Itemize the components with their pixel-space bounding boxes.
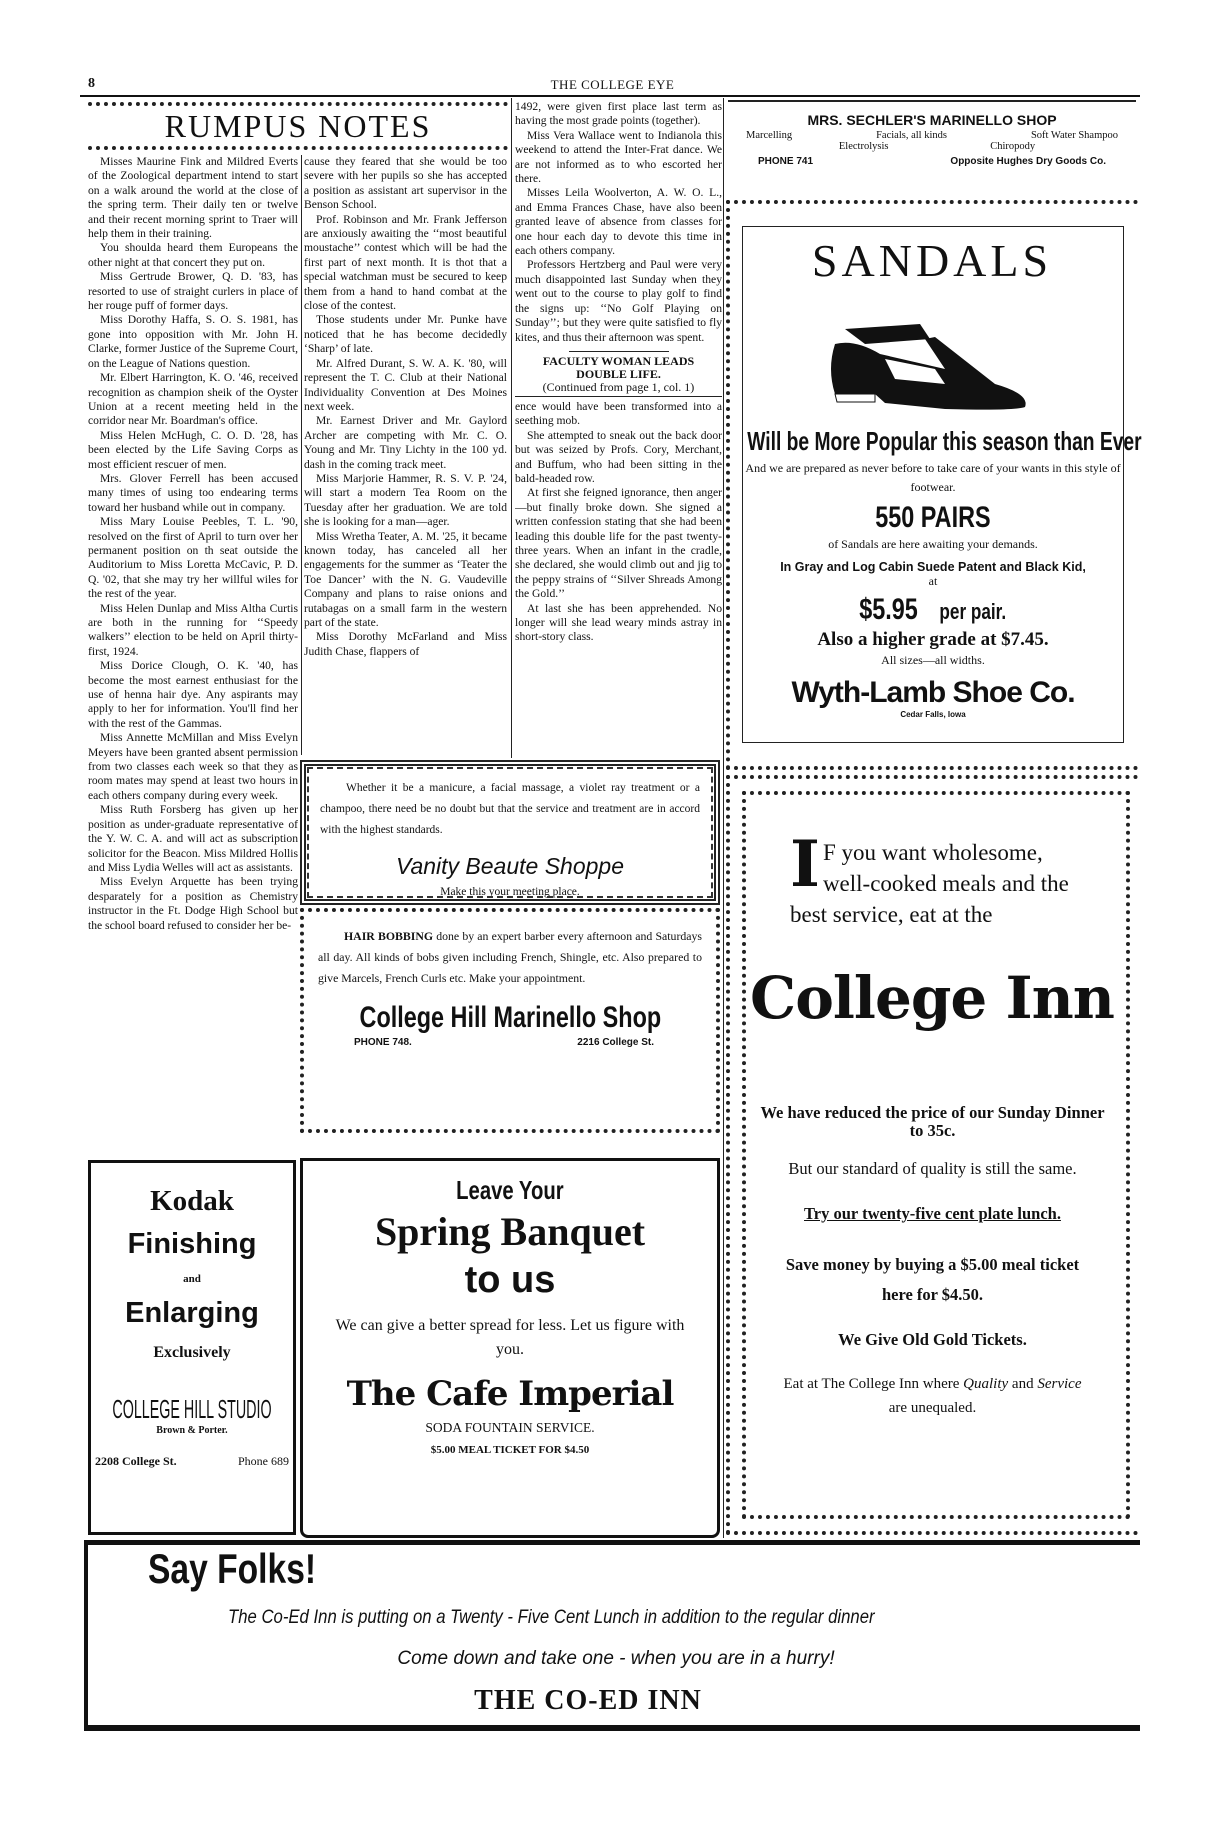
cafe-body: We can give a better spread for less. Let us figure with you. <box>335 1317 685 1358</box>
quality-word: Quality <box>963 1376 1009 1392</box>
college-hill-marinello-ad <box>300 908 720 1133</box>
sandal-shoe-illustration <box>825 299 1035 414</box>
article-paragraph: At last she has been apprehended. No longer will she lead weary minds astray in short-story class. <box>515 601 722 644</box>
article-paragraph: Miss Evelyn Arquette has been trying desparately for a position as Chemistry instructor in the Ft. Dodge High School but the school board refused to consider her be- <box>88 875 298 932</box>
article-paragraph: Misses Leila Woolverton, A. W. O. L., and Emma Frances Chase, have also been granted leave of absence from classes for one hour each day to devote this time in each others company. <box>515 186 722 258</box>
rumpus-header <box>88 102 508 150</box>
article-paragraph: Mrs. Glover Ferrell has been accused many times of using too endearing terms toward her husband while out in company. <box>88 471 298 514</box>
marinello-body <box>304 912 716 989</box>
service-item: Chiropody <box>990 141 1036 152</box>
kodak-studio-ad <box>88 1160 296 1535</box>
sandals-higher-grade: Also a higher grade at $7.45. <box>817 629 1049 650</box>
service-item: Electrolysis <box>838 141 889 152</box>
and-line: and <box>183 1273 201 1285</box>
article-paragraph: Those students under Mr. Punke have noticed that he has become decidedly ‘Sharp’ of late. <box>304 313 507 356</box>
old-gold-notice: We Give Old Gold Tickets. <box>838 1330 1027 1349</box>
faculty-headline: FACULTY WOMAN LEADS DOUBLE LIFE. <box>542 353 695 381</box>
shoe-company-city: Cedar Falls, Iowa <box>900 710 966 719</box>
article-paragraph: She attempted to sneak out the back door but was seized by Profs. Cory, Merchant, and Buffum, who had been sitting in the bald-headed row. <box>515 428 722 485</box>
sunday-dinner-notice: We have reduced the price of our Sunday Dinner to 35c. <box>760 1103 1105 1140</box>
finishing-line: Finishing <box>127 1228 257 1260</box>
plate-lunch-notice: Try our twenty-five cent plate lunch. <box>804 1204 1061 1223</box>
studio-phone: Phone 689 <box>238 1454 289 1468</box>
article-paragraph: At first she feigned ignorance, then anger—but finally broke down. She signed a written confession stating that she had been leading this double life for the past twenty-three years. When an infant in the cradle, she declared, she would climb out and jig to the peppy strains of ‘‘Silver Shreads Among the Gold.’’ <box>515 486 722 601</box>
vanity-beaute-ad <box>300 760 720 905</box>
rumpus-title: RUMPUS NOTES <box>164 108 432 144</box>
article-paragraph: Miss Annette McMillan and Miss Evelyn Meyers have been granted absent permission from two classes each week so that they as room mates may spend at least two hours in each others company during every week. <box>88 731 298 802</box>
service-item: Soft Water Shampoo <box>1030 130 1118 141</box>
meal-ticket-line: $5.00 MEAL TICKET FOR $4.50 <box>430 1444 590 1456</box>
enlarging-line: Enlarging <box>125 1297 259 1329</box>
eat-text: are unequaled. <box>888 1400 977 1416</box>
sechler-marinello-ad <box>728 100 1136 182</box>
quality-notice: But our standard of quality is still the same. <box>788 1159 1077 1178</box>
meal-ticket-notice: Save money by buying a $5.00 meal ticket here for $4.50. <box>785 1255 1080 1304</box>
column-divider <box>511 98 512 758</box>
sechler-title: MRS. SECHLER'S MARINELLO SHOP <box>807 112 1057 128</box>
sandals-per-pair: per pair. <box>939 599 1006 624</box>
newspaper-title: THE COLLEGE EYE <box>550 77 675 92</box>
sandals-ad <box>726 200 1142 770</box>
marinello-body-text: done by an expert barber every afternoon and Saturdays all day. All kinds of bobs given including French, Shingle, etc. Also prepared to give Marcels, French Curls etc. Make your appointment. <box>318 929 702 985</box>
column-divider <box>301 155 302 755</box>
article-paragraph: Miss Dorice Clough, O. K. '40, has become the most earnest enthusiast for the use of henna hair dye. Any aspirants may apply to her for information. You'll find her with the rest of the Gammas. <box>88 659 298 730</box>
sandals-pairs-sub: of Sandals are here awaiting your demands. <box>828 537 1038 551</box>
vanity-name: Vanity Beaute Shoppe <box>395 853 625 879</box>
studio-owners: Brown & Porter. <box>156 1425 228 1436</box>
hair-bobbing-label: HAIR BOBBING <box>344 929 434 943</box>
exclusively-line: Exclusively <box>153 1344 231 1361</box>
sandals-intro: And we are prepared as never before to take care of your wants in this style of footwear. <box>745 461 1121 494</box>
column-divider <box>723 98 724 1538</box>
kodak-line: Kodak <box>150 1185 234 1217</box>
service-word: Service <box>1037 1376 1082 1392</box>
page-number: 8 <box>88 76 95 91</box>
sandals-sizes: All sizes—all widths. <box>881 653 985 667</box>
coed-line-1: The Co-Ed Inn is putting on a Twenty - Five Cent Lunch in addition to the regular dinner <box>228 1607 875 1628</box>
coed-bottom-rule <box>84 1725 1140 1731</box>
sandals-at: at <box>928 574 938 588</box>
cafe-name: The Cafe Imperial <box>346 1374 674 1414</box>
eat-text: Eat at The College Inn where <box>783 1376 964 1392</box>
sandals-price: $5.95 <box>858 593 918 626</box>
rumpus-column-2 <box>304 155 507 755</box>
sandals-headline: Will be More Popular this season than Ever <box>747 426 1142 456</box>
article-paragraph: Miss Gertrude Brower, Q. D. '83, has resorted to use of straight curlers in place of her rouge puff of former days. <box>88 270 298 313</box>
marinello-phone: PHONE 748. <box>354 1037 412 1048</box>
spring-banquet-line: Spring Banquet <box>374 1209 646 1254</box>
article-paragraph: Miss Wretha Teater, A. M. '25, it became known today, has canceled all her engagements for the summer as ‘Teater the Toe Dancer’ with the N. G. Vaudeville Company and plans to raise onions and rutabagas on a small farm in the western part of the state. <box>304 529 507 629</box>
coed-inn-name: THE CO-ED INN <box>474 1685 702 1716</box>
article-paragraph: 1492, were given first place last term as having the most grade points (together). <box>515 100 722 128</box>
article-paragraph: Miss Mary Louise Peebles, T. L. '90, resolved on the first of April to turn over her permanent position on th seat outside the Auditorium to Miss Loretta McCavic, P. D. Q. '02, that she may try her willful wiles for the rest of the year. <box>88 515 298 601</box>
article-paragraph: ence would have been transformed into a seething mob. <box>515 399 722 428</box>
article-paragraph: Miss Marjorie Hammer, R. S. V. P. '24, will start a modern Tea Room on the Tuesday after her graduation. We are told she is looking for a man—ager. <box>304 471 507 529</box>
article-paragraph: Miss Helen Dunlap and Miss Altha Curtis are both in the running for ‘‘Speedy walkers’’ election to be held on April thirty-first, 1924. <box>88 601 298 658</box>
studio-address: 2208 College St. <box>95 1454 177 1468</box>
eat-text: and <box>1008 1376 1038 1392</box>
article-paragraph: Prof. Robinson and Mr. Frank Jefferson are anxiously awaiting the ‘‘most beautiful moustache’’ contest which will be had the first part of next month. It is thot that a special watchman must be secured to keep them from a hand to hand combat at the close of the contest. <box>304 212 507 313</box>
article-paragraph: Misses Maurine Fink and Mildred Everts of the Zoological department intend to start on a walk around the world at the close of the spring term. Their daily ten or twelve and their recent morning sprint to Traer will help them in their training. <box>88 155 298 241</box>
sechler-location: Opposite Hughes Dry Goods Co. <box>950 156 1106 167</box>
shoe-company-name: Wyth-Lamb Shoe Co. <box>791 676 1075 709</box>
drop-cap-initial: I <box>790 827 819 902</box>
sandals-pairs: 550 PAIRS <box>875 501 991 534</box>
service-item: Marcelling <box>746 130 793 141</box>
article-paragraph: You shoulda heard them Europeans the other night at that concert they put on. <box>88 241 298 269</box>
marinello-address: 2216 College St. <box>577 1037 654 1048</box>
article-paragraph: Mr. Alfred Durant, S. W. A. K. '80, will represent the T. C. Club at their National Individuality Convention at Des Moines next week. <box>304 356 507 413</box>
leave-your-line: Leave Your <box>456 1175 564 1205</box>
to-us-line: to us <box>464 1259 556 1301</box>
sandals-title: SANDALS <box>811 235 1053 286</box>
vanity-body: Whether it be a manicure, a facial massage, a violet ray treatment or a champoo, there need be no doubt but that the service and treatment are in accord with the highest standards. <box>320 782 700 836</box>
rumpus-column-1 <box>88 155 298 1140</box>
marinello-shop-name: College Hill Marinello Shop <box>359 1001 661 1034</box>
article-paragraph: Miss Helen McHugh, C. O. D. '28, has been elected by the Life Saving Corps as most efficient rescuer of men. <box>88 428 298 471</box>
cafe-imperial-ad <box>300 1158 720 1538</box>
coed-line-2: Come down and take one - when you are in a hurry! <box>397 1648 835 1669</box>
article-paragraph: Miss Ruth Forsberg has given up her position as under-graduate representative of the Y. W. C. A. and will act as subscription solicitor for the Beacon. Miss Mildred Hollis and Miss Lydia Welles will act as assistants. <box>88 803 298 874</box>
article-paragraph: Mr. Elbert Harrington, K. O. '46, received recognition as champion sheik of the Oyster Union at a recent meeting held in the corridor near Mr. Boardman's office. <box>88 371 298 428</box>
rumpus-column-3 <box>515 100 722 755</box>
soda-fountain-line: SODA FOUNTAIN SERVICE. <box>425 1420 595 1435</box>
college-inn-intro: F you want wholesome, well-cooked meals and the best service, eat at the <box>790 840 1069 927</box>
quality-service-notice <box>755 1372 1110 1420</box>
article-paragraph: Miss Dorothy McFarland and Miss Judith Chase, flappers of <box>304 630 507 658</box>
college-inn-name: College Inn <box>750 964 1114 1032</box>
article-paragraph: cause they feared that she would be too severe with her pupils so she has accepted a position as assistant art supervisor in the Benson School. <box>304 155 507 212</box>
article-paragraph: Mr. Earnest Driver and Mr. Gaylord Archer are competing with Mr. C. O. Young and Mr. Tiny Lichty in the 100 yd. dash in the coming track meet. <box>304 414 507 471</box>
service-item: Facials, all kinds <box>876 130 947 141</box>
faculty-article-header <box>515 351 722 397</box>
sandals-materials: In Gray and Log Cabin Suede Patent and Black Kid, <box>780 560 1086 574</box>
continued-note: (Continued from page 1, col. 1) <box>515 381 722 397</box>
studio-name: COLLEGE HILL STUDIO <box>112 1394 272 1424</box>
sechler-phone: PHONE 741 <box>758 156 814 167</box>
article-paragraph: Miss Dorothy Haffa, S. O. S. 1981, has gone into opposition with Mr. John H. Clarke, former Justice of the Supreme Court, on the League of Nations question. <box>88 313 298 370</box>
coed-inn-ad <box>84 1545 1140 1725</box>
say-folks-headline: Say Folks! <box>148 1545 317 1592</box>
vanity-tagline: Make this your meeting place. <box>440 886 580 898</box>
masthead-rule <box>80 95 1140 97</box>
article-paragraph: Professors Hertzberg and Paul were very much disappointed last Sunday when they went out to the course to play golf to find the signs up: ‘‘No Golf Playing on Sunday’’; but they were quite satisfied to fly kites, and thus their afternoon was spent. <box>515 258 722 344</box>
college-inn-ad <box>726 775 1138 1535</box>
article-paragraph: Miss Vera Wallace went to Indianola this weekend to attend the Inter-Frat dance. We are not informed as to who escorted her there. <box>515 128 722 186</box>
